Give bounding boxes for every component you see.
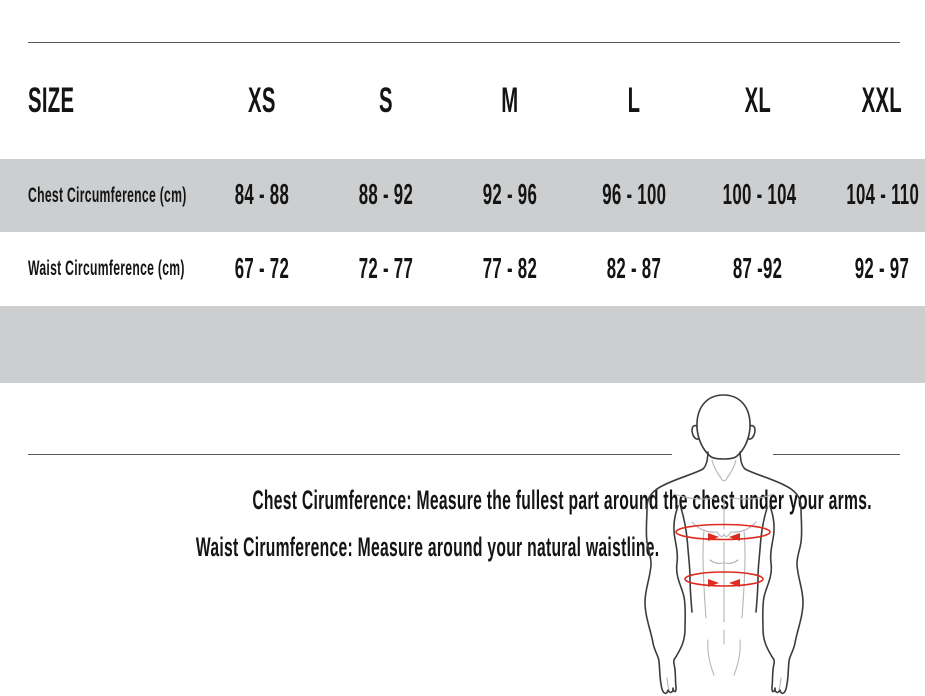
column-header-s: S	[379, 81, 393, 120]
chest-row-label: Chest Circumference (cm)	[28, 183, 187, 207]
right-arm-outer	[772, 485, 804, 693]
chest-measure-band	[676, 525, 770, 542]
column-header-xxl: XXL	[861, 81, 903, 120]
column-header-xs: XS	[248, 81, 276, 120]
waist-row-label-cell	[28, 257, 200, 281]
chest-value-xxl: 104 - 110	[846, 179, 920, 211]
size-header-label: SIZE	[28, 81, 75, 120]
chest-circumference-row	[0, 159, 925, 232]
left-arm-outer	[645, 485, 677, 693]
torso-figure-svg	[640, 390, 810, 696]
head-outline	[697, 395, 750, 459]
waist-value-l: 82 - 87	[606, 252, 662, 285]
male-torso-measurement-diagram	[640, 390, 810, 696]
chest-value-xl: 100 - 104	[722, 179, 797, 211]
chest-value-l: 96 - 100	[601, 179, 667, 211]
chest-value-m: 92 - 96	[482, 179, 538, 211]
waist-value-xs: 67 - 72	[234, 252, 290, 285]
waist-value-xl: 87 -92	[733, 252, 783, 285]
waist-value-m: 77 - 82	[482, 252, 538, 285]
torso-detail-lines	[667, 460, 781, 689]
section-divider-line-left	[28, 454, 672, 455]
chest-measure-instruction: Chest Cirumference: Measure the fullest part around the chest under your arms.	[252, 485, 872, 515]
column-header-xl: XL	[744, 81, 772, 120]
chest-row-label-cell	[28, 184, 200, 208]
column-header-m: M	[501, 81, 519, 120]
chest-value-s: 88 - 92	[358, 179, 414, 211]
waist-circumference-row	[0, 232, 925, 306]
chest-value-xs: 84 - 88	[234, 179, 290, 211]
torso-left-edge	[681, 508, 692, 612]
empty-spacer-row	[0, 306, 925, 383]
neck-right	[740, 452, 784, 485]
waist-value-s: 72 - 77	[358, 252, 414, 285]
waist-row-label: Waist Circumference (cm)	[28, 257, 185, 280]
size-chart-header-row	[0, 43, 925, 159]
neck-left	[664, 452, 708, 485]
size-header-cell	[28, 81, 200, 121]
torso-right-edge	[756, 508, 767, 612]
column-header-l: L	[627, 81, 641, 120]
waist-value-xxl: 92 - 97	[854, 252, 910, 285]
waist-measure-instruction: Waist Cirumference: Measure around your natural waistline.	[195, 532, 660, 562]
